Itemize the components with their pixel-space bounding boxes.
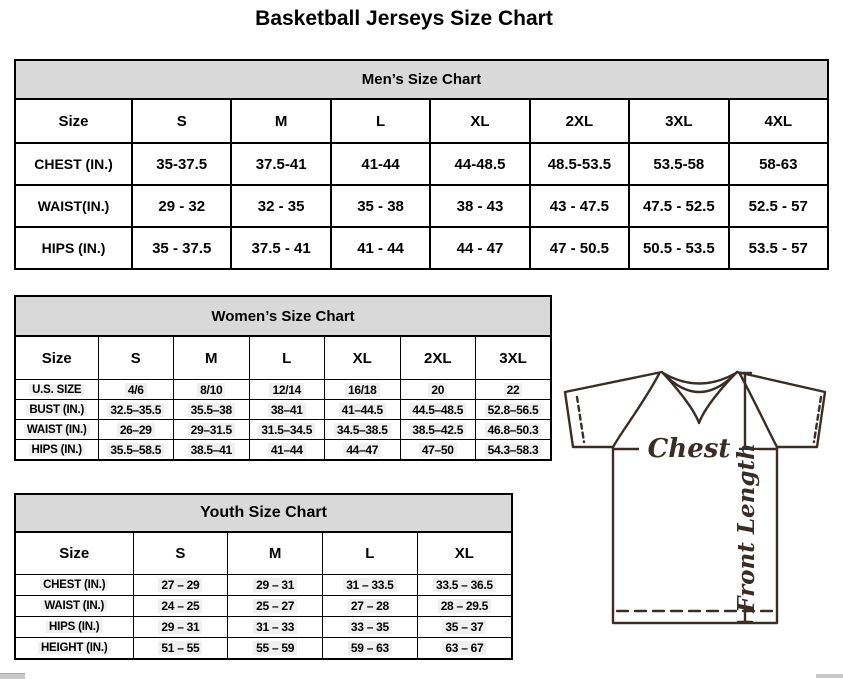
value-cell <box>476 380 552 400</box>
value-text: 29 – 31 <box>158 620 202 634</box>
col-header: Size <box>15 336 98 380</box>
value-cell <box>133 638 228 660</box>
value-cell <box>400 440 476 461</box>
womens-table-title: Women’s Size Chart <box>15 296 551 336</box>
row-label <box>15 617 133 638</box>
value-text: 31 – 33.5 <box>343 578 396 592</box>
value-cell <box>228 617 323 638</box>
col-header: 2XL <box>530 99 629 143</box>
table-row <box>15 575 512 596</box>
value-cell: 52.5 - 57 <box>729 185 828 227</box>
col-header: 2XL <box>400 336 476 380</box>
table-row <box>15 380 551 400</box>
value-text: 24 – 25 <box>158 599 202 613</box>
value-text: 27 – 28 <box>348 599 392 613</box>
chest-label: Chest <box>647 434 731 464</box>
value-text: 59 – 63 <box>348 641 392 655</box>
value-cell <box>174 400 250 420</box>
value-cell <box>476 420 552 440</box>
table-row <box>15 617 512 638</box>
col-header: Size <box>15 99 132 143</box>
row-label: CHEST (IN.) <box>15 143 132 185</box>
value-text: 46.8–50.3 <box>485 423 542 437</box>
value-cell <box>228 638 323 660</box>
value-text: 52.8–56.5 <box>485 403 542 417</box>
value-cell <box>174 420 250 440</box>
value-cell <box>133 617 228 638</box>
value-cell <box>323 617 418 638</box>
table-row <box>15 185 828 227</box>
row-label-text: HIPS (IN.) <box>46 621 102 633</box>
page-title: Basketball Jerseys Size Chart <box>255 7 553 30</box>
value-cell <box>323 596 418 617</box>
value-cell: 41-44 <box>331 143 430 185</box>
col-header: L <box>331 99 430 143</box>
value-cell <box>228 596 323 617</box>
value-cell: 43 - 47.5 <box>530 185 629 227</box>
value-cell: 35 - 38 <box>331 185 430 227</box>
value-text: 44–47 <box>343 443 381 457</box>
horizontal-scrollbar-fragment-left[interactable] <box>0 673 25 679</box>
value-cell <box>417 575 512 596</box>
value-cell <box>417 596 512 617</box>
value-cell: 53.5 - 57 <box>729 227 828 269</box>
youth-header-row <box>15 532 512 575</box>
value-cell: 41 - 44 <box>331 227 430 269</box>
value-cell <box>249 400 325 420</box>
value-cell <box>325 440 401 461</box>
front-length-label: Front Length <box>733 443 760 613</box>
mens-table-title: Men’s Size Chart <box>15 60 828 99</box>
value-text: 35 – 37 <box>442 620 486 634</box>
table-row <box>15 440 551 461</box>
row-label <box>15 575 133 596</box>
col-header: 3XL <box>476 336 552 380</box>
value-cell: 35-37.5 <box>132 143 231 185</box>
value-text: 27 – 29 <box>158 578 202 592</box>
value-cell <box>400 400 476 420</box>
value-cell: 44 - 47 <box>430 227 529 269</box>
value-cell <box>98 440 174 461</box>
value-cell: 37.5 - 41 <box>231 227 330 269</box>
value-text: 34.5–38.5 <box>334 423 391 437</box>
jersey-outline-icon <box>565 372 825 623</box>
value-text: 31 – 33 <box>253 620 297 634</box>
value-cell: 38 - 43 <box>430 185 529 227</box>
value-cell <box>98 420 174 440</box>
value-cell: 47 - 50.5 <box>530 227 629 269</box>
value-cell <box>98 400 174 420</box>
row-label-text: BUST (IN.) <box>26 404 87 416</box>
value-text: 32.5–35.5 <box>107 403 164 417</box>
col-header: M <box>228 532 323 575</box>
row-label-text: WAIST (IN.) <box>41 600 107 612</box>
value-text: 35.5–58.5 <box>107 443 164 457</box>
value-cell <box>323 638 418 660</box>
table-row <box>15 227 828 269</box>
value-text: 33.5 – 36.5 <box>433 578 496 592</box>
value-cell: 47.5 - 52.5 <box>629 185 728 227</box>
col-header: M <box>174 336 250 380</box>
row-label <box>15 400 98 420</box>
col-header: S <box>98 336 174 380</box>
table-row <box>15 400 551 420</box>
row-label <box>15 596 133 617</box>
value-cell <box>133 596 228 617</box>
row-label <box>15 420 98 440</box>
value-cell <box>400 420 476 440</box>
value-cell <box>476 400 552 420</box>
col-header: XL <box>417 532 512 575</box>
table-row <box>15 143 828 185</box>
value-cell <box>476 440 552 461</box>
value-cell <box>417 617 512 638</box>
value-cell: 50.5 - 53.5 <box>629 227 728 269</box>
value-text: 35.5–38 <box>188 403 235 417</box>
value-cell <box>417 638 512 660</box>
value-cell <box>249 380 325 400</box>
value-text: 63 – 67 <box>442 641 486 655</box>
row-label <box>15 380 98 400</box>
youth-table-title: Youth Size Chart <box>15 494 512 532</box>
value-text: 41–44 <box>268 443 306 457</box>
value-cell <box>174 440 250 461</box>
value-text: 31.5–34.5 <box>258 423 315 437</box>
value-text: 12/14 <box>269 383 304 397</box>
value-cell: 29 - 32 <box>132 185 231 227</box>
value-text: 26–29 <box>117 423 155 437</box>
value-cell: 44-48.5 <box>430 143 529 185</box>
table-row <box>15 638 512 660</box>
row-label-text: HIPS (IN.) <box>29 444 85 456</box>
value-text: 38–41 <box>268 403 306 417</box>
col-header: 3XL <box>629 99 728 143</box>
table-row <box>15 596 512 617</box>
col-header: L <box>249 336 325 380</box>
value-text: 55 – 59 <box>253 641 297 655</box>
value-cell: 35 - 37.5 <box>132 227 231 269</box>
horizontal-scrollbar-fragment-right[interactable] <box>816 674 843 678</box>
value-cell <box>249 420 325 440</box>
value-cell: 32 - 35 <box>231 185 330 227</box>
row-label-text: CHEST (IN.) <box>40 579 108 591</box>
value-cell <box>325 380 401 400</box>
col-header: XL <box>430 99 529 143</box>
value-text: 29–31.5 <box>188 423 235 437</box>
value-cell <box>323 575 418 596</box>
value-text: 4/6 <box>125 383 147 397</box>
col-header: M <box>231 99 330 143</box>
value-text: 33 – 35 <box>348 620 392 634</box>
row-label-text: HEIGHT (IN.) <box>38 642 111 654</box>
value-text: 16/18 <box>345 383 380 397</box>
col-header: S <box>132 99 231 143</box>
value-cell <box>249 440 325 461</box>
value-cell <box>400 380 476 400</box>
col-header: XL <box>325 336 401 380</box>
value-cell: 53.5-58 <box>629 143 728 185</box>
youth-size-table <box>14 493 513 660</box>
row-label <box>15 440 98 461</box>
row-label <box>15 638 133 660</box>
value-text: 38.5–41 <box>188 443 235 457</box>
value-cell <box>98 380 174 400</box>
col-header: L <box>323 532 418 575</box>
col-header: 4XL <box>729 99 828 143</box>
value-text: 22 <box>504 383 523 397</box>
womens-size-table <box>14 295 552 461</box>
value-cell <box>325 420 401 440</box>
col-header: S <box>133 532 228 575</box>
table-row <box>15 420 551 440</box>
value-text: 54.3–58.3 <box>485 443 542 457</box>
row-label: HIPS (IN.) <box>15 227 132 269</box>
value-text: 47–50 <box>419 443 457 457</box>
row-label-text: WAIST (IN.) <box>24 424 90 436</box>
value-cell <box>325 400 401 420</box>
mens-header-row <box>15 99 828 143</box>
mens-size-table <box>14 59 829 270</box>
value-cell: 58-63 <box>729 143 828 185</box>
col-header: Size <box>15 532 133 575</box>
value-text: 25 – 27 <box>253 599 297 613</box>
value-text: 28 – 29.5 <box>438 599 491 613</box>
value-text: 41–44.5 <box>339 403 386 417</box>
value-cell <box>133 575 228 596</box>
value-text: 8/10 <box>197 383 225 397</box>
value-text: 44.5–48.5 <box>409 403 466 417</box>
value-text: 29 – 31 <box>253 578 297 592</box>
value-cell: 37.5-41 <box>231 143 330 185</box>
value-text: 38.5–42.5 <box>409 423 466 437</box>
row-label: WAIST(IN.) <box>15 185 132 227</box>
jersey-measurement-diagram <box>555 360 843 679</box>
womens-header-row <box>15 336 551 380</box>
row-label-text: U.S. SIZE <box>29 384 84 396</box>
value-cell <box>174 380 250 400</box>
value-cell: 48.5-53.5 <box>530 143 629 185</box>
value-text: 20 <box>428 383 447 397</box>
value-text: 51 – 55 <box>158 641 202 655</box>
value-cell <box>228 575 323 596</box>
